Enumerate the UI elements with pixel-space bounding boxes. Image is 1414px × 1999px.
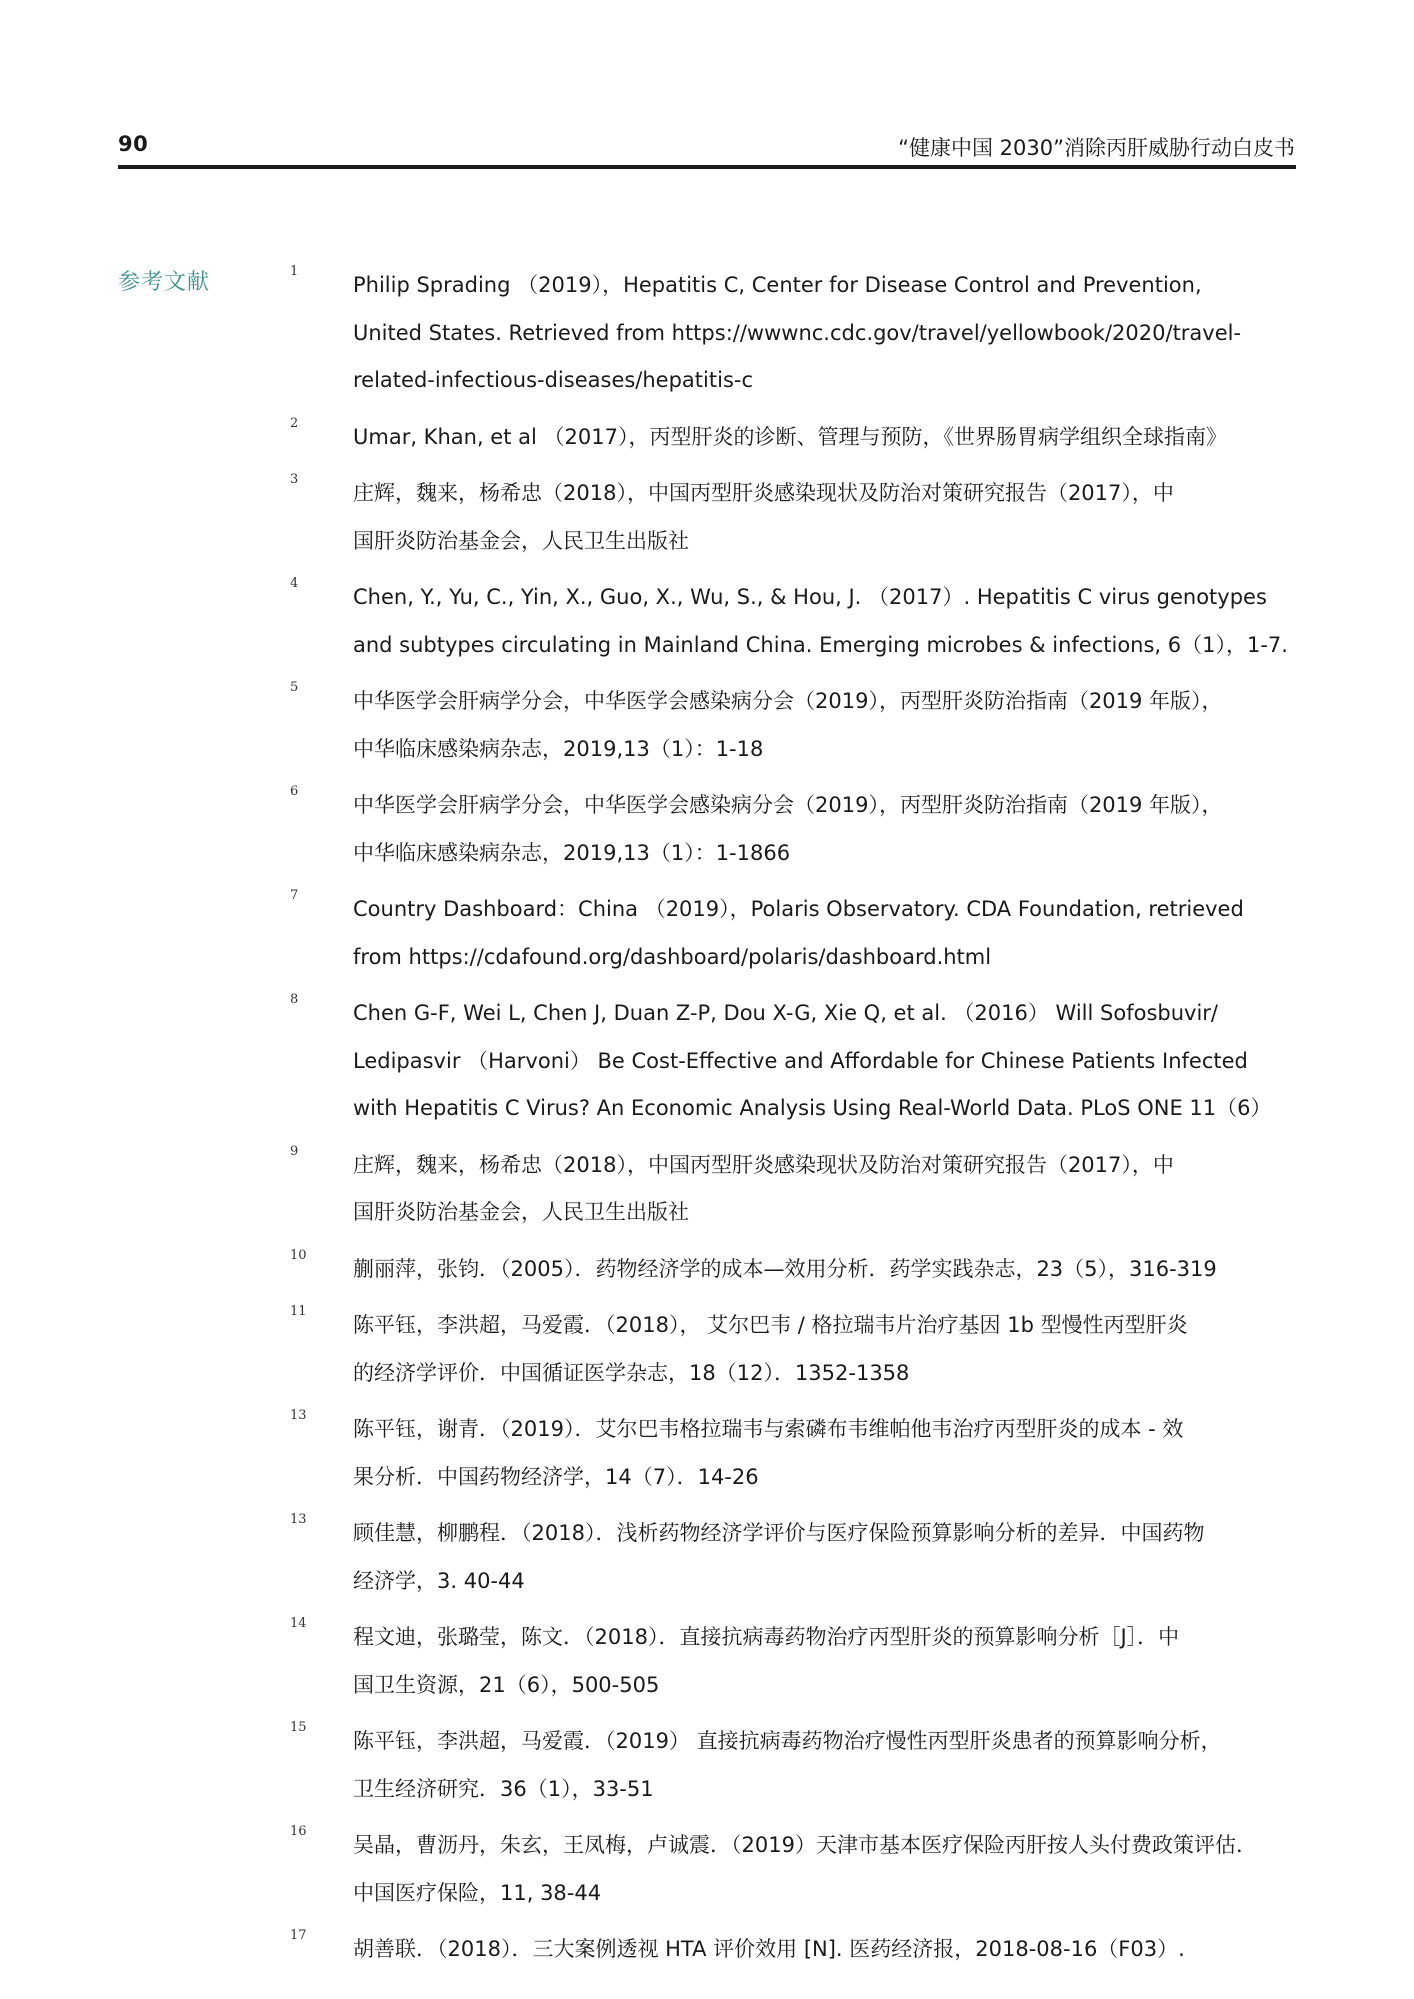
reference-item xyxy=(0,782,1414,877)
reference-text xyxy=(353,1614,1303,1709)
reference-text xyxy=(353,1926,1303,1974)
reference-line: Chen, Y., Yu, C., Yin, X., Guo, X., Wu, S., & Hou, J. （2017）. Hepatitis C virus genotypes xyxy=(353,585,1267,609)
reference-line: Chen G-F, Wei L, Chen J, Duan Z-P, Dou X-G, Xie Q, et al. （2016） Will Sofosbuvir/ xyxy=(353,1001,1218,1025)
reference-number: 13 xyxy=(290,1512,307,1527)
reference-number: 15 xyxy=(290,1720,307,1735)
reference-item xyxy=(0,414,1414,462)
running-title: “健康中国 2030”消除丙肝威胁行动白皮书 xyxy=(898,136,1295,160)
reference-line: with Hepatitis C Virus? An Economic Analysis Using Real-World Data. PLoS ONE 11（6） xyxy=(353,1096,1272,1120)
reference-list xyxy=(0,262,1414,1983)
reference-item xyxy=(0,1142,1414,1237)
reference-line: 国卫生资源，21（6），500-505 xyxy=(353,1672,660,1697)
reference-item xyxy=(0,990,1414,1133)
reference-line: 陈平钰，李洪超，马爱霞．（2018）， 艾尔巴韦 / 格拉瑞韦片治疗基因 1b 型慢性丙型肝炎 xyxy=(353,1313,1188,1337)
reference-line: Ledipasvir （Harvoni） Be Cost-Effective and Affordable for Chinese Patients Infected xyxy=(353,1048,1248,1073)
reference-number: 10 xyxy=(290,1247,307,1263)
reference-line: 果分析．中国药物经济学，14（7）．14-26 xyxy=(353,1464,759,1489)
reference-text xyxy=(353,1822,1303,1917)
reference-line: 中华临床感染病杂志，2019,13（1）：1-1866 xyxy=(353,840,791,865)
reference-line: 顾佳慧，柳鹏程．（2018）．浅析药物经济学评价与医疗保险预算影响分析的差异．中国药物 xyxy=(353,1521,1205,1545)
reference-text xyxy=(353,1406,1303,1501)
reference-line: 的经济学评价．中国循证医学杂志，18（12）．1352-1358 xyxy=(353,1360,910,1385)
reference-item xyxy=(0,678,1414,773)
reference-line: United States. Retrieved from https://wwwnc.cdc.gov/travel/yellowbook/2020/travel- xyxy=(353,320,1242,345)
reference-line: 蒯丽萍，张钧．（2005）．药物经济学的成本—效用分析．药学实践杂志，23（5），316-319 xyxy=(353,1256,1217,1281)
reference-number: 14 xyxy=(290,1616,307,1631)
reference-number: 5 xyxy=(290,680,299,695)
reference-text xyxy=(353,990,1303,1133)
header-rule xyxy=(118,165,1296,169)
reference-text xyxy=(353,1718,1303,1813)
reference-line: 国肝炎防治基金会，人民卫生出版社 xyxy=(353,1200,689,1224)
reference-number: 8 xyxy=(290,992,299,1007)
reference-line: 中国医疗保险，11, 38-44 xyxy=(353,1880,602,1905)
reference-line: 陈平钰，谢青．（2019）．艾尔巴韦格拉瑞韦与索磷布韦维帕他韦治疗丙型肝炎的成本 - 效 xyxy=(353,1417,1184,1441)
reference-item xyxy=(0,1718,1414,1813)
page-number: 90 xyxy=(118,132,149,156)
reference-number: 3 xyxy=(290,472,299,487)
reference-line: and subtypes circulating in Mainland China. Emerging microbes & infections, 6（1），1-7. xyxy=(353,632,1288,657)
reference-text xyxy=(353,470,1303,565)
reference-text xyxy=(353,574,1303,669)
reference-text xyxy=(353,782,1303,877)
reference-item xyxy=(0,262,1414,405)
reference-line: 程文迪，张璐莹，陈文．（2018）．直接抗病毒药物治疗丙型肝炎的预算影响分析［J］．中 xyxy=(353,1625,1180,1649)
reference-number: 11 xyxy=(290,1304,307,1319)
reference-line: 中华医学会肝病学分会，中华医学会感染病分会（2019），丙型肝炎防治指南（2019 年版）， xyxy=(353,689,1223,713)
reference-number: 6 xyxy=(290,784,299,799)
reference-item xyxy=(0,1926,1414,1974)
reference-item xyxy=(0,1406,1414,1501)
reference-line: 胡善联．（2018）．三大案例透视 HTA 评价效用 [N]. 医药经济报，2018-08-16（F03）. xyxy=(353,1937,1185,1961)
reference-number: 2 xyxy=(290,415,299,431)
reference-number: 9 xyxy=(290,1143,299,1159)
reference-item xyxy=(0,470,1414,565)
reference-text xyxy=(353,1246,1303,1294)
reference-line: 经济学，3. 40-44 xyxy=(353,1568,525,1593)
reference-number: 13 xyxy=(290,1408,307,1423)
reference-text xyxy=(353,414,1303,462)
reference-line: 庄辉，魏来，杨希忠（2018），中国丙型肝炎感染现状及防治对策研究报告（2017），中 xyxy=(353,481,1174,505)
reference-number: 16 xyxy=(290,1824,307,1839)
reference-item xyxy=(0,1822,1414,1917)
reference-number: 17 xyxy=(290,1928,307,1943)
reference-text xyxy=(353,678,1303,773)
reference-item xyxy=(0,1302,1414,1397)
reference-item xyxy=(0,1510,1414,1605)
reference-text xyxy=(353,1142,1303,1237)
reference-line: 中华医学会肝病学分会，中华医学会感染病分会（2019），丙型肝炎防治指南（2019 年版）， xyxy=(353,793,1223,817)
reference-line: Country Dashboard：China （2019），Polaris Observatory. CDA Foundation, retrieved xyxy=(353,897,1244,921)
reference-line: from https://cdafound.org/dashboard/polaris/dashboard.html xyxy=(353,944,992,969)
reference-line: 吴晶，曹沥丹，朱玄，王凤梅，卢诚震．（2019）天津市基本医疗保险丙肝按人头付费政策评估． xyxy=(353,1833,1257,1857)
reference-number: 4 xyxy=(290,576,299,591)
reference-line: 庄辉，魏来，杨希忠（2018），中国丙型肝炎感染现状及防治对策研究报告（2017），中 xyxy=(353,1152,1174,1177)
reference-line: 中华临床感染病杂志，2019,13（1）：1-18 xyxy=(353,736,764,761)
section-label: 参考文献 xyxy=(118,270,211,295)
reference-number: 7 xyxy=(290,888,299,903)
reference-number: 1 xyxy=(290,264,299,279)
reference-line: Philip Sprading （2019），Hepatitis C, Center for Disease Control and Prevention, xyxy=(353,273,1202,297)
reference-line: 卫生经济研究．36（1），33-51 xyxy=(353,1776,654,1801)
reference-text xyxy=(353,1302,1303,1397)
reference-item xyxy=(0,1246,1414,1294)
reference-item xyxy=(0,886,1414,981)
reference-line: Umar, Khan, et al （2017），丙型肝炎的诊断、管理与预防，《世界肠胃病学组织全球指南》 xyxy=(353,424,1227,449)
reference-text xyxy=(353,886,1303,981)
reference-text xyxy=(353,1510,1303,1605)
reference-line: 陈平钰，李洪超，马爱霞．（2019） 直接抗病毒药物治疗慢性丙型肝炎患者的预算影响分析， xyxy=(353,1729,1222,1753)
reference-line: related-infectious-diseases/hepatitis-c xyxy=(353,368,754,392)
reference-line: 国肝炎防治基金会，人民卫生出版社 xyxy=(353,528,689,553)
reference-item xyxy=(0,1614,1414,1709)
reference-item xyxy=(0,574,1414,669)
reference-text xyxy=(353,262,1303,405)
